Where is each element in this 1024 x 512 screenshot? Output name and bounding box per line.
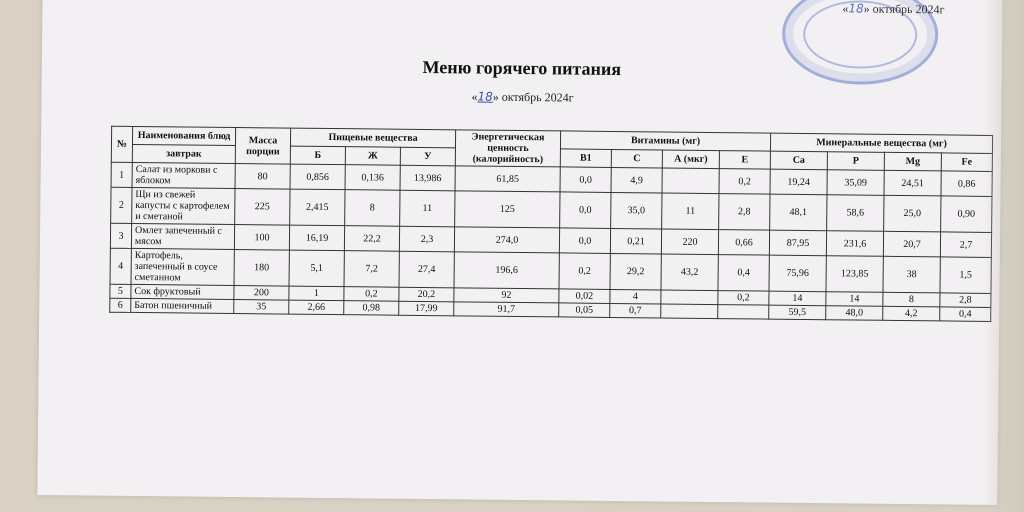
col-vitamins: Витамины (мг) — [560, 131, 770, 151]
col-a: А (мкг) — [662, 150, 719, 169]
col-b1: B1 — [560, 149, 611, 168]
col-minerals: Минеральные вещества (мг) — [770, 133, 992, 153]
table-row: 4 Картофель, запеченный в соусе сметанном 180 5,1 7,2 27,4 196,6 0,2 29,2 43,2 0,4 75,96 123,85 38 1,5 — [110, 248, 991, 293]
table-row: 3 Омлет запеченный с мясом 100 16,19 22,2 2,3 274,0 0,0 0,21 220 0,66 87,95 231,6 20,7 2,7 — [110, 223, 991, 257]
menu-date: «18» октябрь 2024г — [471, 89, 574, 105]
col-c: C — [611, 149, 662, 168]
col-energy: Энергетическая ценность (калорийность) — [455, 130, 560, 167]
table-row: 1 Салат из моркови с яблоком 80 0,856 0,136 13,986 61,85 0,0 4,9 0,2 19,24 35,09 24,51 0,86 — [111, 162, 992, 196]
header-row-1 — [111, 126, 992, 153]
col-u: У — [400, 147, 455, 166]
table-row: 2 Щи из свежей капусты с картофелем и сметаной 225 2,415 8 11 125 0,0 35,0 11 2,8 48,1 58,6 25,0 0,90 — [111, 187, 992, 232]
table-row: 5 Сок фруктовый 200 1 0,2 20,2 92 0,02 4 0,2 14 14 8 2,8 — [110, 284, 991, 307]
col-p: P — [827, 152, 884, 171]
col-mass: Масса порции — [235, 128, 290, 165]
col-fe: Fe — [941, 153, 992, 172]
page-title: Меню горячего питания — [422, 56, 622, 80]
col-e: E — [719, 151, 770, 170]
col-nutrients: Пищевые вещества — [290, 128, 455, 148]
col-no: № — [111, 126, 132, 162]
table-row: 6 Батон пшеничный 35 2,66 0,98 17,99 91,7 0,05 0,7 59,5 48,0 4,2 0,4 — [110, 298, 991, 321]
col-name: Наименования блюд — [132, 126, 235, 145]
col-mg: Mg — [884, 152, 941, 171]
col-b: Б — [290, 146, 345, 165]
approval-date: «18» октябрь 2024г — [842, 1, 945, 17]
menu-table — [109, 126, 993, 322]
col-zh: Ж — [345, 147, 400, 166]
col-meal: завтрак — [132, 144, 235, 163]
desk-edge — [984, 0, 1024, 512]
col-ca: Ca — [770, 151, 827, 170]
paper-sheet — [37, 0, 1002, 505]
